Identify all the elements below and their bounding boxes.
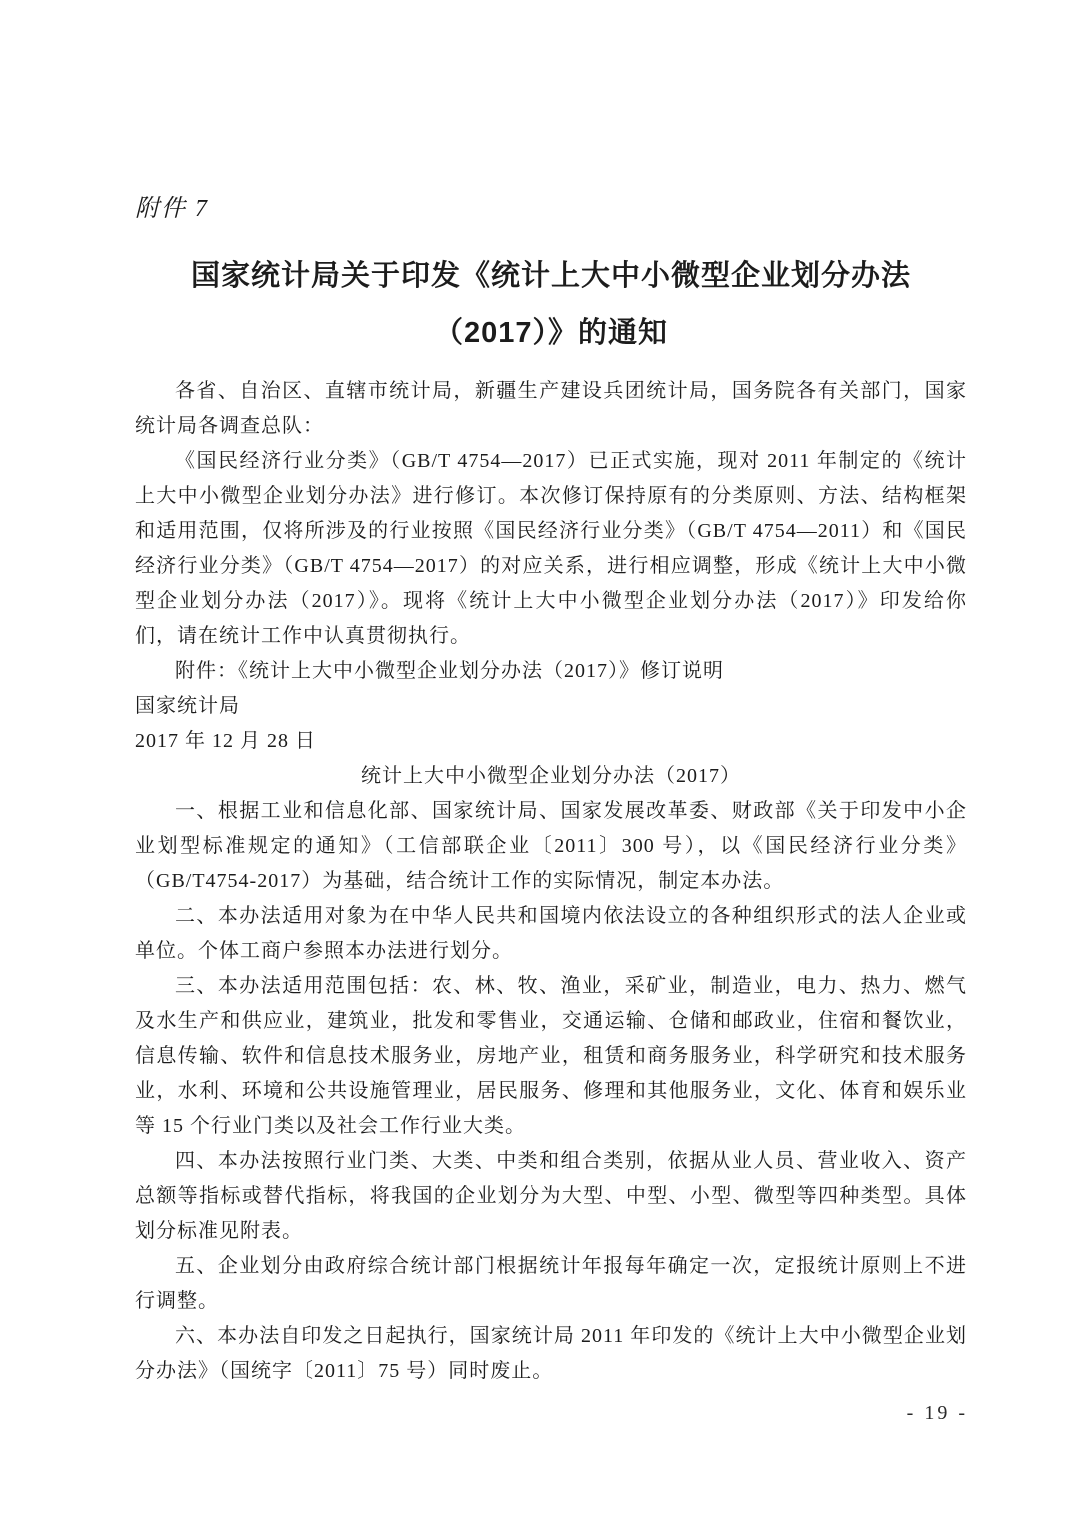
item-paragraph-1: 一、根据工业和信息化部、国家统计局、国家发展改革委、财政部《关于印发中小企业划型标准规定的通知》（工信部联企业〔2011〕300 号），以《国民经济行业分类》（GB/T4754-2017）为基础，结合统计工作的实际情况，制定本办法。 [135, 800, 967, 892]
document-title-line2: （2017）》的通知 [433, 317, 668, 349]
item-paragraph-3: 三、本办法适用范围包括：农、林、牧、渔业，采矿业，制造业，电力、热力、燃气及水生产和供应业，建筑业，批发和零售业，交通运输、仓储和邮政业，住宿和餐饮业，信息传输、软件和信息技术服务业，房地产业，租赁和商务服务业，科学研究和技术服务业，水利、环境和公共设施管理业，居民服务、修理和其他服务业，文化、体育和娱乐业等 15 个行业门类以及社会工作行业大类。 [135, 975, 967, 1137]
notice-body-paragraph: 《国民经济行业分类》（GB/T 4754—2017）已正式实施，现对 2011 年制定的《统计上大中小微型企业划分办法》进行修订。本次修订保持原有的分类原则、方法、结构框架和适用范围，仅将所涉及的行业按照《国民经济行业分类》（GB/T 4754—2011）和《国民经济行业分类》（GB/T 4754—2017）的对应关系，进行相应调整，形成《统计上大中小微型企业划分办法（2017）》。现将《统计上大中小微型企业划分办法（2017）》印发给你们，请在统计工作中认真贯彻执行。 [135, 450, 967, 647]
signature-date: 2017 年 12 月 28 日 [135, 730, 316, 752]
page-number: - 19 - [906, 1402, 968, 1424]
salutation-paragraph: 各省、自治区、直辖市统计局，新疆生产建设兵团统计局，国务院各有关部门，国家统计局各调查总队： [135, 380, 967, 437]
document-title [135, 248, 967, 362]
attachment-note-paragraph: 附件：《统计上大中小微型企业划分办法（2017）》修订说明 [175, 660, 724, 682]
item-paragraph-2: 二、本办法适用对象为在中华人民共和国境内依法设立的各种组织形式的法人企业或单位。个体工商户参照本办法进行划分。 [135, 905, 967, 962]
document-body [135, 374, 967, 1389]
document-title-line1: 国家统计局关于印发《统计上大中小微型企业划分办法 [190, 260, 911, 292]
document-content [135, 192, 967, 1389]
item-paragraph-6: 六、本办法自印发之日起执行，国家统计局 2011 年印发的《统计上大中小微型企业划分办法》（国统字〔2011〕75 号）同时废止。 [135, 1325, 967, 1382]
item-paragraph-5: 五、企业划分由政府综合统计部门根据统计年报每年确定一次，定报统计原则上不进行调整。 [135, 1255, 967, 1312]
section-title: 统计上大中小微型企业划分办法（2017） [361, 765, 741, 787]
signature-organization: 国家统计局 [135, 695, 240, 717]
attachment-label: 附件 7 [135, 196, 209, 222]
item-paragraph-4: 四、本办法按照行业门类、大类、中类和组合类别，依据从业人员、营业收入、资产总额等指标或替代指标，将我国的企业划分为大型、中型、小型、微型等四种类型。具体划分标准见附表。 [135, 1150, 967, 1242]
